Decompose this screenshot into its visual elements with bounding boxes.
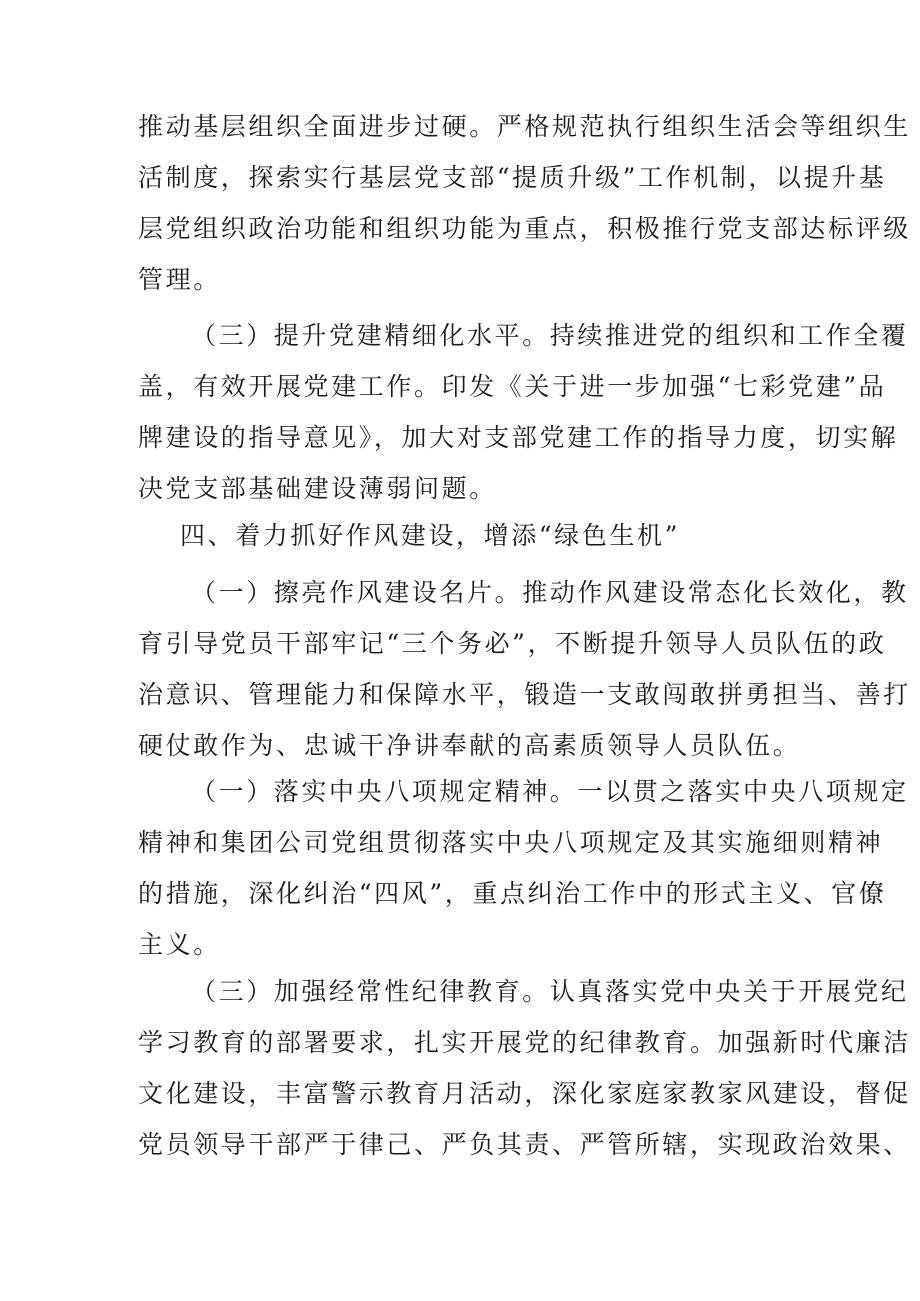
text-line: （一）擦亮作风建设名片。推动作风建设常态化长效化，教 [191,578,909,607]
text-line: 育引导党员干部牢记“三个务必”，不断提升领导人员队伍的政 [138,629,887,658]
text-line: 层党组织政治功能和组织功能为重点，积极推行党支部达标评级 [138,214,911,243]
section-heading-text: 四、着力抓好作风建设，增添“绿色生机” [180,521,680,550]
text-line: 牌建设的指导意见》，加大对支部党建工作的指导力度，切实解 [138,423,899,452]
text-line: 治意识、管理能力和保障水平，锻造一支敢闯敢拼勇担当、善打 [138,680,911,709]
section-heading-4 [138,510,790,561]
text-line: 管理。 [138,265,221,294]
text-line: （三）加强经常性纪律教育。认真落实党中央关于开展党纪 [191,977,909,1006]
paragraph-grassroots-organization [138,101,911,305]
paragraph-work-style-card [138,567,911,771]
text-line: 盖，有效开展党建工作。印发《关于进一步加强“七彩党建”品 [138,372,887,401]
text-line: （一）落实中央八项规定精神。一以贯之落实中央八项规定 [191,777,909,806]
text-line: 推动基层组织全面进步过硬。严格规范执行组织生活会等组织生 [138,112,911,141]
text-line: 文化建设，丰富警示教育月活动，深化家庭家教家风建设，督促 [138,1079,911,1108]
text-line: 学习教育的部署要求，扎实开展党的纪律教育。加强新时代廉洁 [138,1028,911,1057]
text-line: 硬仗敢作为、忠诚干净讲奉献的高素质领导人员队伍。 [138,731,801,760]
text-line: 主义。 [138,930,221,959]
text-line: 党员领导干部严于律己、严负其责、严管所辖，实现政治效果、 [138,1130,911,1159]
text-line: （三）提升党建精细化水平。持续推进党的组织和工作全覆 [191,321,909,350]
text-line: 决党支部基础建设薄弱问题。 [138,474,497,503]
text-line: 的措施，深化纠治“四风”，重点纠治工作中的形式主义、官僚 [138,879,887,908]
text-line: 活制度，探索实行基层党支部“提质升级”工作机制，以提升基 [138,163,887,192]
paragraph-party-building-refinement [138,310,909,514]
text-line: 精神和集团公司党组贯彻落实中央八项规定及其实施细则精神 [138,828,884,857]
paragraph-eight-point-rules [138,766,909,970]
paragraph-discipline-education [138,966,911,1170]
